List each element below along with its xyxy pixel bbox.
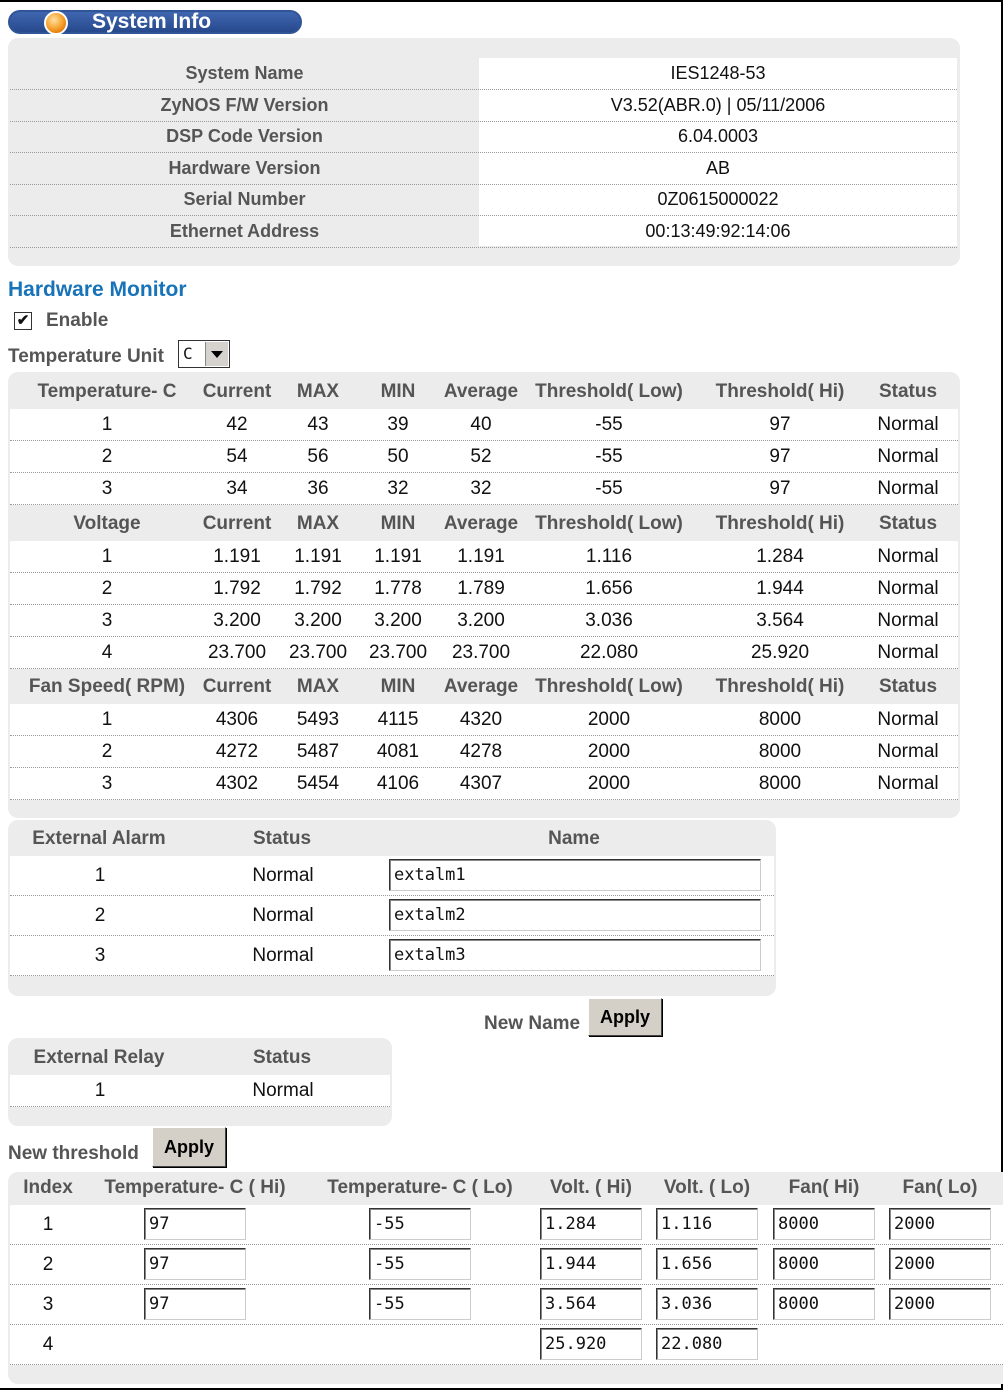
monitor-cell: Normal [877,741,939,762]
monitor-cell: 97 [769,478,791,499]
threshold-fan-lo-input[interactable]: 2000 [889,1288,991,1320]
monitor-column-header: Average [443,513,519,534]
alarm-index: 1 [94,865,106,886]
monitor-cell: 3.200 [213,610,261,631]
system-info-row [10,121,957,152]
threshold-index: 3 [42,1294,54,1315]
monitor-cell: 3.200 [294,610,342,631]
system-info-row [10,58,957,89]
system-info-label: Serial Number [183,189,306,209]
threshold-fan-lo-input[interactable]: 2000 [889,1248,991,1280]
monitor-cell: 4306 [215,709,259,730]
monitor-cell: 97 [769,446,791,467]
monitor-column-header: MAX [296,676,340,697]
monitor-cell: 56 [307,446,329,467]
monitor-cell: Normal [877,478,939,499]
threshold-column-header: Temperature- C ( Lo) [327,1177,513,1198]
monitor-column-header: Threshold( Low) [535,513,683,534]
monitor-cell: Normal [877,642,939,663]
threshold-fan-hi-input[interactable]: 8000 [773,1288,875,1320]
monitor-cell: 5487 [296,741,340,762]
monitor-cell: 4307 [459,773,503,794]
monitor-cell: 54 [226,446,248,467]
row-divider [10,1106,390,1107]
relay-column-header: External Relay [33,1047,165,1068]
monitor-cell: 23.700 [451,642,511,663]
threshold-volt-lo-input[interactable]: 22.080 [656,1328,758,1360]
monitor-cell: 25.920 [750,642,810,663]
system-info-value: 00:13:49:92:14:06 [645,220,791,241]
temperature-unit-label: Temperature Unit [8,346,164,367]
alarm-status: Normal [252,905,314,926]
chevron-down-icon[interactable] [205,342,228,366]
monitor-cell: 32 [470,478,492,499]
monitor-cell: 4272 [215,741,259,762]
new-name-label: New Name [484,1013,581,1034]
threshold-index: 4 [42,1334,54,1355]
new-threshold-label: New threshold [8,1143,139,1164]
system-info-row [10,216,957,247]
monitor-column-header: MAX [296,381,340,402]
monitor-cell: 4302 [215,773,259,794]
threshold-fan-lo-input[interactable]: 2000 [889,1208,991,1240]
system-info-label: ZyNOS F/W Version [160,94,329,115]
threshold-volt-hi-input[interactable]: 25.920 [540,1328,642,1360]
monitor-cell: -55 [595,478,623,499]
monitor-cell: 1.116 [585,546,633,567]
relay-status: Normal [252,1080,314,1101]
threshold-column-header: Fan( Lo) [902,1177,978,1198]
monitor-cell: 5493 [296,709,340,730]
monitor-cell: 1 [101,414,113,435]
row-divider [10,247,957,248]
threshold-volt-lo-input[interactable]: 3.036 [656,1288,758,1320]
system-info-label: Ethernet Address [169,220,320,241]
monitor-cell: 2 [101,741,113,762]
threshold-temp-hi-input[interactable]: 97 [144,1248,246,1280]
threshold-volt-lo-input[interactable]: 1.656 [656,1248,758,1280]
system-info-value: IES1248-53 [670,63,766,83]
monitor-cell: 3.036 [585,610,633,631]
threshold-column-header: Temperature- C ( Hi) [104,1177,286,1198]
threshold-volt-hi-input[interactable]: 1.944 [540,1248,642,1280]
system-info-value: AB [705,157,730,178]
monitor-cell: -55 [595,414,623,435]
monitor-column-header: Threshold( Low) [535,676,683,697]
threshold-fan-hi-input[interactable]: 8000 [773,1248,875,1280]
alarm-status: Normal [252,945,314,966]
monitor-cell: Normal [877,546,939,567]
alarm-name-input[interactable]: extalm3 [389,939,761,971]
threshold-temp-lo-input[interactable]: -55 [369,1208,471,1240]
monitor-cell: 1.778 [374,578,422,599]
monitor-column-header: Average [443,676,519,697]
threshold-volt-lo-input[interactable]: 1.116 [656,1208,758,1240]
monitor-cell: Normal [877,446,939,467]
hardware-monitor-heading: Hardware Monitor [8,278,187,301]
monitor-cell: 4 [101,642,113,663]
monitor-column-header: Current [202,676,272,697]
threshold-temp-hi-input[interactable]: 97 [144,1288,246,1320]
monitor-cell: 52 [470,446,492,467]
enable-label: Enable [46,310,109,331]
monitor-cell: 36 [307,478,329,499]
monitor-cell: 32 [387,478,409,499]
enable-checkbox[interactable]: ✔ [14,312,32,330]
monitor-cell: 3.200 [457,610,505,631]
monitor-column-header: Current [202,513,272,534]
monitor-cell: 1 [101,546,113,567]
monitor-cell: 4115 [377,709,419,730]
monitor-column-header: Threshold( Low) [535,381,683,402]
row-divider [10,975,774,976]
row-divider [10,1364,1003,1365]
monitor-cell: 1.191 [457,546,505,567]
monitor-cell: 3 [101,610,113,631]
monitor-cell: 39 [387,414,409,435]
monitor-cell: 8000 [758,773,802,794]
monitor-header-fan: Fan Speed( RPM) [28,676,186,697]
monitor-cell: 3 [101,773,113,794]
relay-index: 1 [94,1080,106,1101]
relay-column-header: Status [252,1047,312,1068]
monitor-cell: 42 [226,414,248,435]
alarm-status: Normal [252,865,314,886]
system-info-row [10,153,957,184]
monitor-cell: 50 [387,446,409,467]
monitor-column-header: Average [443,381,519,402]
monitor-cell: 1.191 [294,546,342,567]
system-info-value: 0Z0615000022 [657,189,779,209]
monitor-header-temperature: Temperature- C [37,381,177,402]
monitor-column-header: Status [878,676,938,697]
monitor-cell: 1.191 [213,546,261,567]
monitor-column-header: Status [878,381,938,402]
temperature-unit-value: C [183,344,193,363]
monitor-cell: 1.191 [374,546,422,567]
monitor-cell: 4106 [376,773,420,794]
threshold-index: 1 [42,1214,54,1235]
monitor-column-header: Status [878,513,938,534]
apply-name-button[interactable]: Apply [588,998,662,1036]
monitor-cell: 8000 [758,741,802,762]
monitor-cell: Normal [877,578,939,599]
monitor-cell: 3 [101,478,113,499]
monitor-cell: 8000 [758,709,802,730]
monitor-cell: 43 [307,414,329,435]
alarm-column-header: External Alarm [32,828,166,849]
monitor-column-header: MAX [296,513,340,534]
monitor-cell: Normal [877,709,939,730]
monitor-cell: 2000 [587,741,631,762]
system-info-label: System Name [185,63,304,83]
monitor-cell: Normal [877,773,939,794]
system-info-label: Hardware Version [168,157,321,178]
monitor-cell: 23.700 [368,642,428,663]
system-info-value: 6.04.0003 [677,126,759,146]
monitor-cell: 23.700 [207,642,267,663]
monitor-cell: -55 [595,446,623,467]
monitor-cell: Normal [877,610,939,631]
monitor-cell: 2 [101,446,113,467]
monitor-column-header: Current [202,381,272,402]
monitor-cell: 97 [769,414,791,435]
temperature-unit-select[interactable] [178,340,230,368]
monitor-cell: 1.792 [213,578,261,599]
monitor-cell: 22.080 [579,642,639,663]
monitor-column-header: Threshold( Hi) [715,676,845,697]
threshold-volt-hi-input[interactable]: 1.284 [540,1208,642,1240]
monitor-column-header: MIN [380,381,416,402]
monitor-cell: 34 [226,478,248,499]
monitor-cell: 1.789 [457,578,505,599]
alarm-index: 3 [94,945,106,966]
threshold-column-header: Volt. ( Hi) [550,1177,632,1198]
threshold-row-bg [10,1325,1003,1365]
alarm-index: 2 [94,905,106,926]
alarm-column-header: Status [252,828,312,849]
monitor-cell: 1 [101,709,113,730]
monitor-cell: 40 [470,414,492,435]
monitor-cell: 1.284 [756,546,804,567]
monitor-column-header: MIN [380,676,416,697]
monitor-column-header: Threshold( Hi) [715,513,845,534]
monitor-column-header: Threshold( Hi) [715,381,845,402]
alarm-name-input[interactable]: extalm1 [389,859,761,891]
monitor-cell: 2000 [587,709,631,730]
threshold-column-header: Fan( Hi) [788,1177,860,1198]
alarm-name-input[interactable]: extalm2 [389,899,761,931]
monitor-cell: 1.792 [294,578,342,599]
section-title-bar [8,10,302,34]
orb-icon [44,11,68,35]
system-info-row [10,90,957,121]
monitor-cell: 1.656 [585,578,633,599]
monitor-cell: 5454 [296,773,340,794]
system-info-row [10,184,957,215]
row-divider [10,504,958,505]
threshold-volt-hi-input[interactable]: 3.564 [540,1288,642,1320]
threshold-index: 2 [42,1254,54,1275]
monitor-cell: 4081 [376,741,420,762]
system-info-label: DSP Code Version [166,126,323,146]
page-title: System Info [92,10,212,33]
apply-threshold-button[interactable]: Apply [152,1127,226,1167]
alarm-column-header: Name [548,828,600,849]
threshold-temp-hi-input[interactable]: 97 [144,1208,246,1240]
monitor-cell: 2000 [587,773,631,794]
threshold-temp-lo-input[interactable]: -55 [369,1288,471,1320]
monitor-cell: 3.200 [374,610,422,631]
monitor-cell: 4320 [459,709,503,730]
monitor-cell: 1.944 [756,578,804,599]
monitor-header-voltage: Voltage [73,513,141,534]
row-divider [10,668,958,669]
monitor-cell: 23.700 [288,642,348,663]
row-divider [10,799,958,800]
system-info-value: V3.52(ABR.0) | 05/11/2006 [610,94,826,115]
threshold-column-header: Index [23,1177,73,1198]
monitor-cell: 4278 [459,741,503,762]
monitor-cell: 2 [101,578,113,599]
threshold-fan-hi-input[interactable]: 8000 [773,1208,875,1240]
monitor-cell: 3.564 [756,610,804,631]
threshold-column-header: Volt. ( Lo) [663,1177,751,1198]
monitor-cell: Normal [877,414,939,435]
monitor-column-header: MIN [380,513,416,534]
threshold-temp-lo-input[interactable]: -55 [369,1248,471,1280]
